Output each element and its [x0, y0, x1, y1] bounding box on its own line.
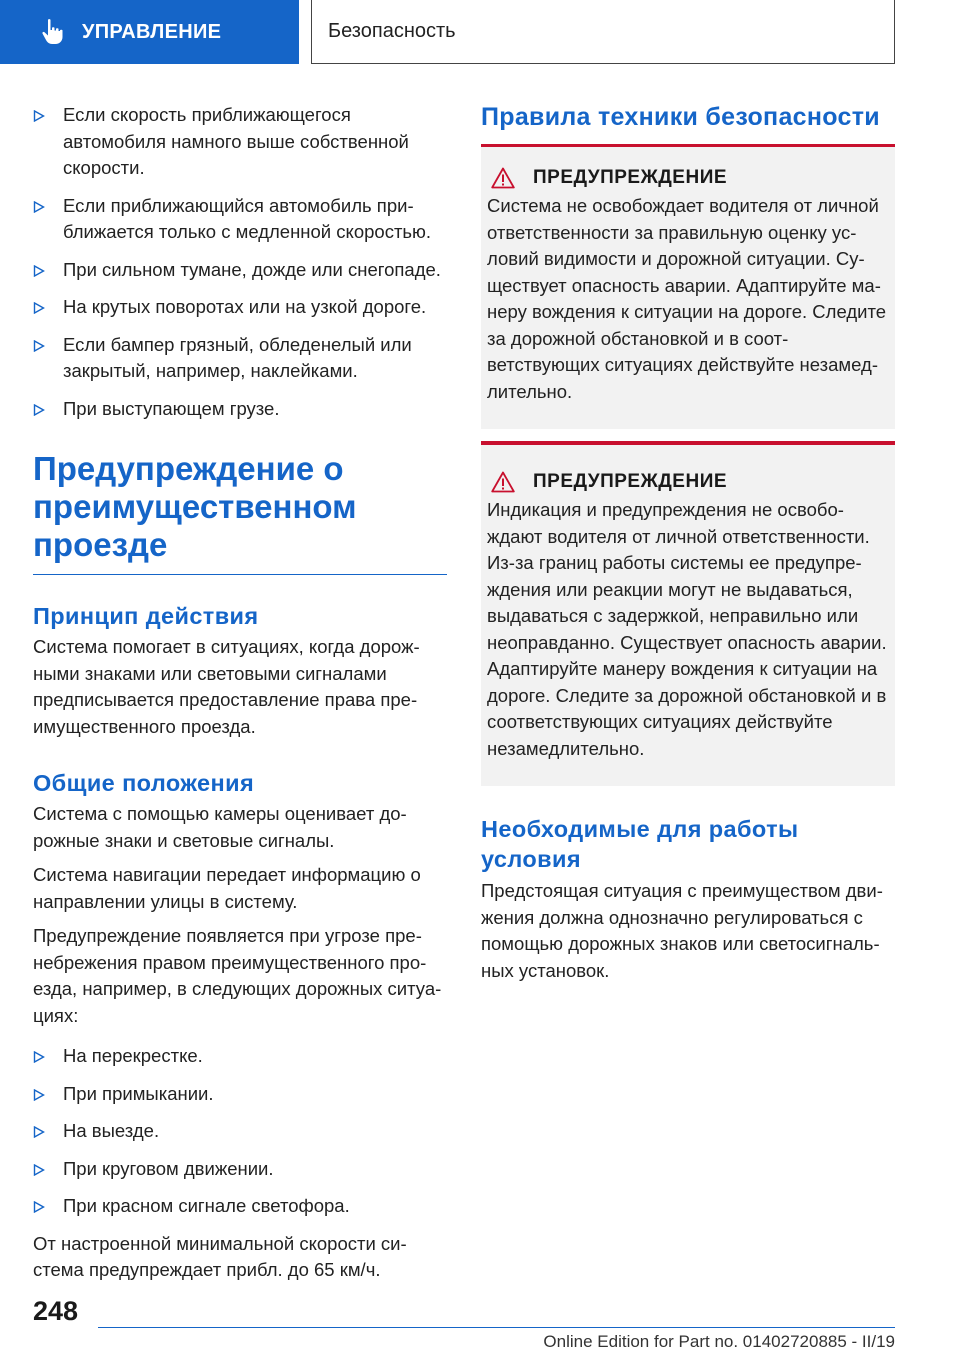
triangle-bullet-icon: [33, 1193, 63, 1220]
list-item: При примыкании.: [33, 1081, 447, 1108]
warning-title: ПРЕДУПРЕЖДЕНИЕ: [533, 471, 728, 492]
main-heading: Предупреждение о преимущественном проезде: [33, 450, 447, 575]
general-paragraph: Предупреждение появляется при угрозе пренебрежения правом преимущественного проезда, например, в следующих дорожных ситуациях:: [33, 925, 442, 1026]
warning-header: [491, 471, 887, 493]
principle-text: Система помогает в ситуациях, когда дорожными знаками или световыми сигналами предписывается предоставление права преимущественного проезда.: [33, 636, 420, 737]
list-item: На выезде.: [33, 1118, 447, 1145]
warning-text: Система не освобождает водителя от личной ответственности за правильную оценку условий видимости и дорожной ситуации. Существует опасность аварии. Адаптируйте манеру вождения к ситуации на дороге. Следите за дорожной обстановкой и в соответствующих ситуациях действуйте незамедлительно.: [487, 195, 887, 402]
list-item: На перекрестке.: [33, 1043, 447, 1070]
footer-divider: [98, 1327, 895, 1328]
general-paragraph: Система с помощью камеры оценивает дорожные знаки и световые сигналы.: [33, 803, 407, 851]
chapter-label: УПРАВЛЕНИЕ: [82, 20, 222, 43]
triangle-bullet-icon: [33, 396, 63, 423]
list-item: Если бампер грязный, обледенелый или закрытый, например, наклейками.: [33, 332, 447, 385]
warning-box: [481, 441, 895, 786]
safety-title: Правила техники безопасности: [481, 100, 895, 147]
section-title: Безопасность: [328, 20, 456, 42]
situation-list: [33, 1043, 447, 1220]
warning-text: Индикация и предупреждения не освобождают водителя от личной ответственности. Из-за границ работы системы ее предупреждения или реакции могут не выдаваться, выдаваться с задержкой, неправильно или неоправданно. Существует опасность аварии. Адаптируйте манеру вождения к ситуации на дороге. Следите за дорожной обстановкой и в соответствующих ситуациях действуйте незамедлительно.: [487, 499, 887, 759]
list-item: При круговом движении.: [33, 1156, 447, 1183]
chapter-tab[interactable]: [0, 0, 299, 64]
left-column: [33, 102, 447, 1292]
warning-box: [481, 147, 895, 429]
final-text: От настроенной минимальной скорости система предупреждает прибл. до 65 км/ч.: [33, 1232, 407, 1280]
section-header: [311, 0, 895, 64]
triangle-bullet-icon: [33, 1081, 63, 1108]
conditions-heading: Необходимые для работы условия: [481, 816, 799, 872]
general-heading: Общие положения: [33, 770, 255, 796]
list-item: При красном сигнале светофора.: [33, 1193, 447, 1220]
triangle-bullet-icon: [33, 1156, 63, 1183]
principle-heading: Принцип действия: [33, 603, 259, 629]
triangle-bullet-icon: [33, 102, 63, 182]
list-item: При выступающем грузе.: [33, 396, 447, 423]
triangle-bullet-icon: [33, 193, 63, 246]
triangle-bullet-icon: [33, 1043, 63, 1070]
list-item: На крутых поворотах или на узкой дороге.: [33, 294, 447, 321]
general-paragraph: Система навигации передает информацию о направлении улицы в систему.: [33, 864, 421, 912]
right-column: [481, 102, 895, 992]
pointing-hand-icon: [40, 18, 66, 46]
condition-list: [33, 102, 447, 422]
triangle-bullet-icon: [33, 257, 63, 284]
edition-text: Online Edition for Part no. 01402720885 - II/19: [543, 1332, 895, 1351]
list-item: Если скорость приближающегося автомобиля намного выше собственной скорости.: [33, 102, 447, 182]
warning-header: [491, 167, 887, 189]
warning-triangle-icon: [491, 167, 515, 189]
page-number: 248: [33, 1296, 79, 1326]
triangle-bullet-icon: [33, 332, 63, 385]
warning-triangle-icon: [491, 471, 515, 493]
list-item: Если приближающийся автомобиль приближается только с медленной скоростью.: [33, 193, 447, 246]
warning-title: ПРЕДУПРЕЖДЕНИЕ: [533, 167, 728, 188]
conditions-text: Предстоящая ситуация с преимуществом движения должна однозначно регулироваться с помощью дорожных знаков или светосигнальных установок.: [481, 880, 883, 981]
list-item: При сильном тумане, дожде или снегопаде.: [33, 257, 447, 284]
triangle-bullet-icon: [33, 1118, 63, 1145]
triangle-bullet-icon: [33, 294, 63, 321]
